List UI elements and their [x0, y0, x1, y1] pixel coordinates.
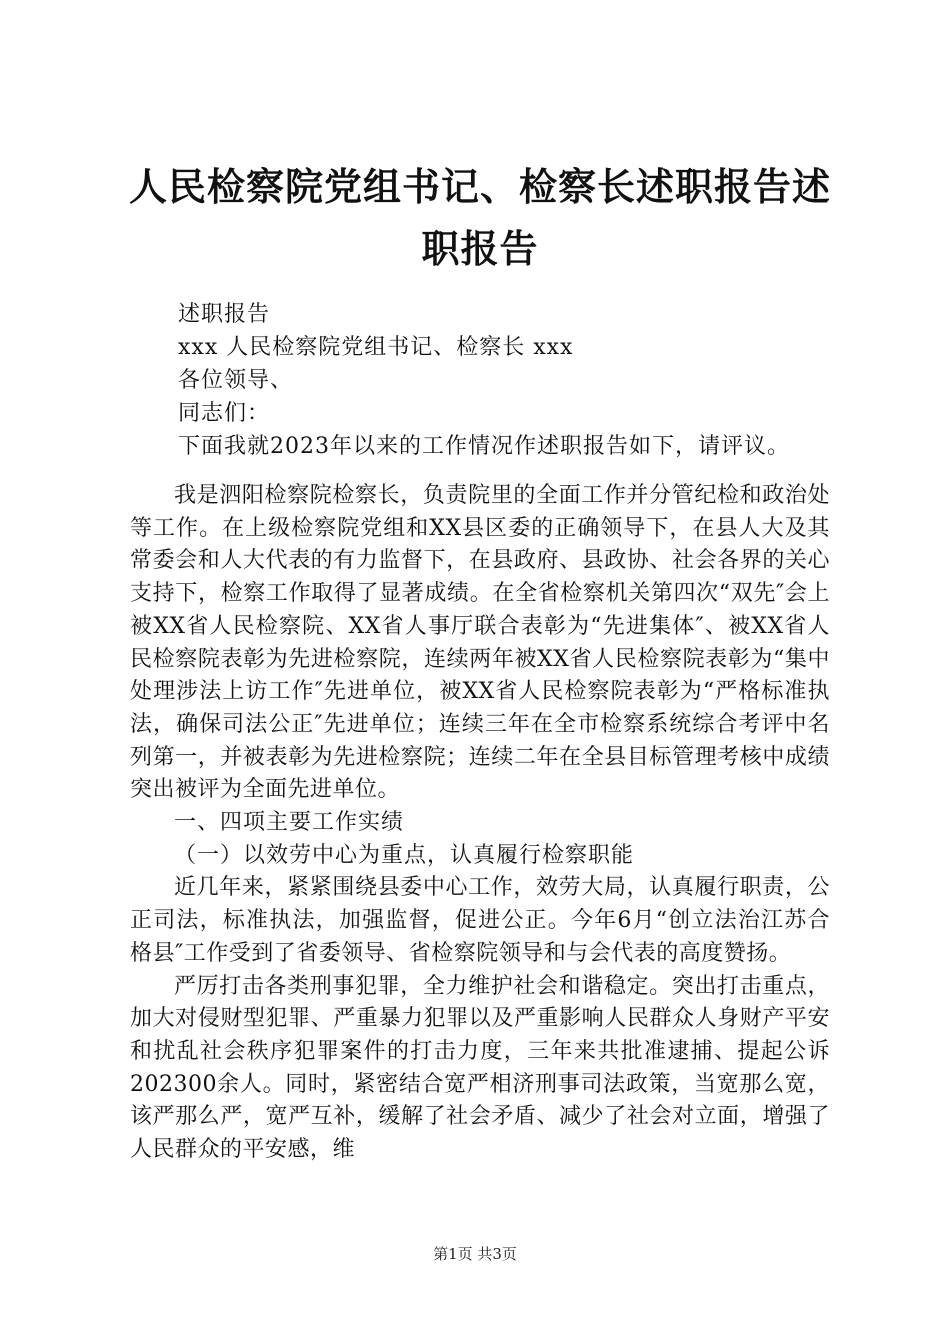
header-block — [178, 298, 878, 463]
page-footer: 第1页 共3页 — [433, 1245, 517, 1263]
intro-line: 下面我就2023年以来的工作情况作述职报告如下，请评议。 — [178, 434, 790, 459]
salutation-comrades: 同志们： — [178, 401, 271, 426]
salutation-leaders: 各位领导、 — [178, 368, 294, 393]
paragraph-intro: 我是泗阳检察院检察长，负责院里的全面工作并分管纪检和政治处等工作。在上级检察院党组和XX县区委的正确领导下，在县人大及其常委会和人大代表的有力监督下，在县政府、县政协、社会各界的关心支持下，检察工作取得了显著成绩。在全省检察机关第四次“双先″会上被XX省人民检察院、XX省人事厅联合表彰为“先进集体″、被XX省人民检察院表彰为先进检察院，连续两年被XX省人民检察院表彰为“集中处理涉法上访工作″先进单位，被XX省人民检察院表彰为“严格标准执法，确保司法公正″先进单位；连续三年在全市检察系统综合考评中名列第一，并被表彰为先进检察院；连续二年在全县目标管理考核中成绩突出被评为全面先进单位。 — [130, 483, 830, 803]
document-title: 人民检察院党组书记、检察长述职报告述职报告 — [128, 164, 831, 271]
report-label: 述职报告 — [178, 302, 271, 327]
paragraph-service: 近几年来，紧紧围绕县委中心工作，效劳大局，认真履行职责，公正司法，标准执法，加强监督，促进公正。今年6月“创立法治江苏合格县″工作受到了省委领导、省检察院领导和与会代表的高度赞扬。 — [130, 875, 830, 966]
subsection-heading-1: （一）以效劳中心为重点，认真履行检察职能 — [174, 842, 635, 868]
section-heading-1: 一、四项主要工作实绩 — [174, 810, 405, 836]
author-line: xxx 人民检察院党组书记、检察长 xxx — [178, 335, 574, 360]
paragraph-crime: 严厉打击各类刑事犯罪，全力维护社会和谐稳定。突出打击重点，加大对侵财型犯罪、严重暴力犯罪以及严重影响人民群众人身财产平安和扰乱社会秩序犯罪案件的打击力度，三年来共批准逮捕、提起公诉202300余人。同时，紧密结合宽严相济刑事司法政策，当宽那么宽，该严那么严，宽严互补，缓解了社会矛盾、减少了社会对立面，增强了人民群众的平安感，维 — [130, 973, 830, 1163]
body-text — [130, 480, 830, 1167]
